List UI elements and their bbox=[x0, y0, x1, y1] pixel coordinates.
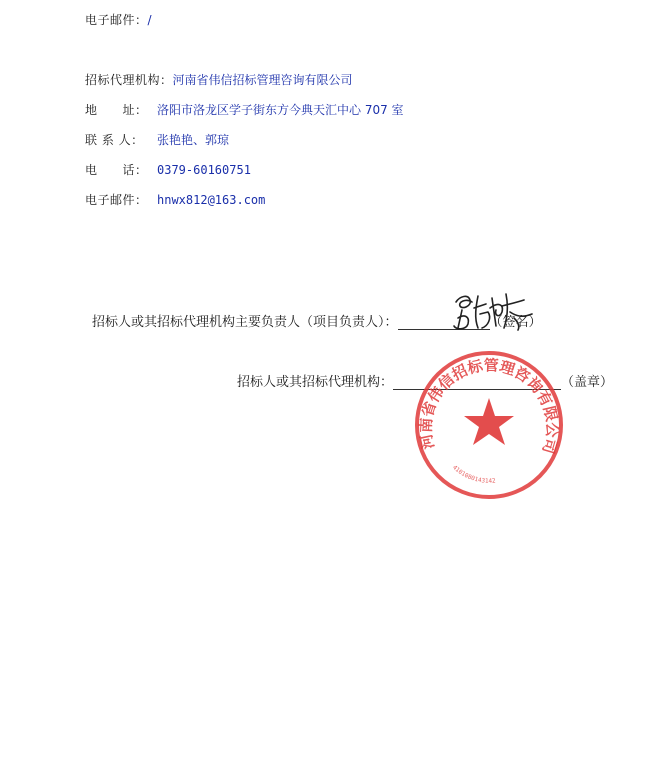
responsible-label: 招标人或其招标代理机构主要负责人（项目负责人）： bbox=[92, 315, 398, 330]
agency-name-row bbox=[85, 71, 353, 89]
agency-contact-row bbox=[85, 131, 229, 149]
agency-email-label: 电子邮件： bbox=[85, 193, 148, 207]
agency-name-value: 河南省伟信招标管理咨询有限公司 bbox=[172, 73, 353, 87]
agency-email-row bbox=[85, 191, 265, 209]
email-value: / bbox=[147, 13, 152, 27]
seal-star-icon bbox=[464, 398, 514, 445]
seal-text-path: 河南省伟信招标管理咨询有限公司 bbox=[416, 356, 562, 456]
sign-suffix: （签名） bbox=[489, 315, 542, 330]
handwritten-signature bbox=[448, 288, 538, 334]
seal-number bbox=[451, 464, 496, 485]
agency-phone-row bbox=[85, 161, 251, 179]
agency-address-row bbox=[85, 101, 404, 119]
agency-name-label: 招标代理机构： bbox=[85, 73, 173, 87]
agency-stamp-label: 招标人或其招标代理机构： bbox=[237, 375, 394, 390]
agency-contact-value: 张艳艳、郭琼 bbox=[157, 133, 230, 147]
seal-number-path: 4101080143142 bbox=[451, 464, 496, 485]
email-label: 电子邮件： bbox=[85, 13, 148, 27]
agency-phone-value: 0379-60160751 bbox=[157, 163, 251, 177]
agency-email-value: hnwx812@163.com bbox=[157, 193, 266, 207]
agency-contact-label: 联 系 人： bbox=[85, 133, 144, 147]
agency-address-label: 地 址： bbox=[85, 103, 148, 117]
agency-phone-label: 电 话： bbox=[85, 163, 148, 177]
company-seal bbox=[414, 350, 564, 500]
agency-address-value: 洛阳市洛龙区学子街东方今典天汇中心 707 室 bbox=[157, 103, 404, 117]
top-email-row bbox=[85, 11, 152, 29]
stamp-suffix: （盖章） bbox=[561, 375, 614, 390]
